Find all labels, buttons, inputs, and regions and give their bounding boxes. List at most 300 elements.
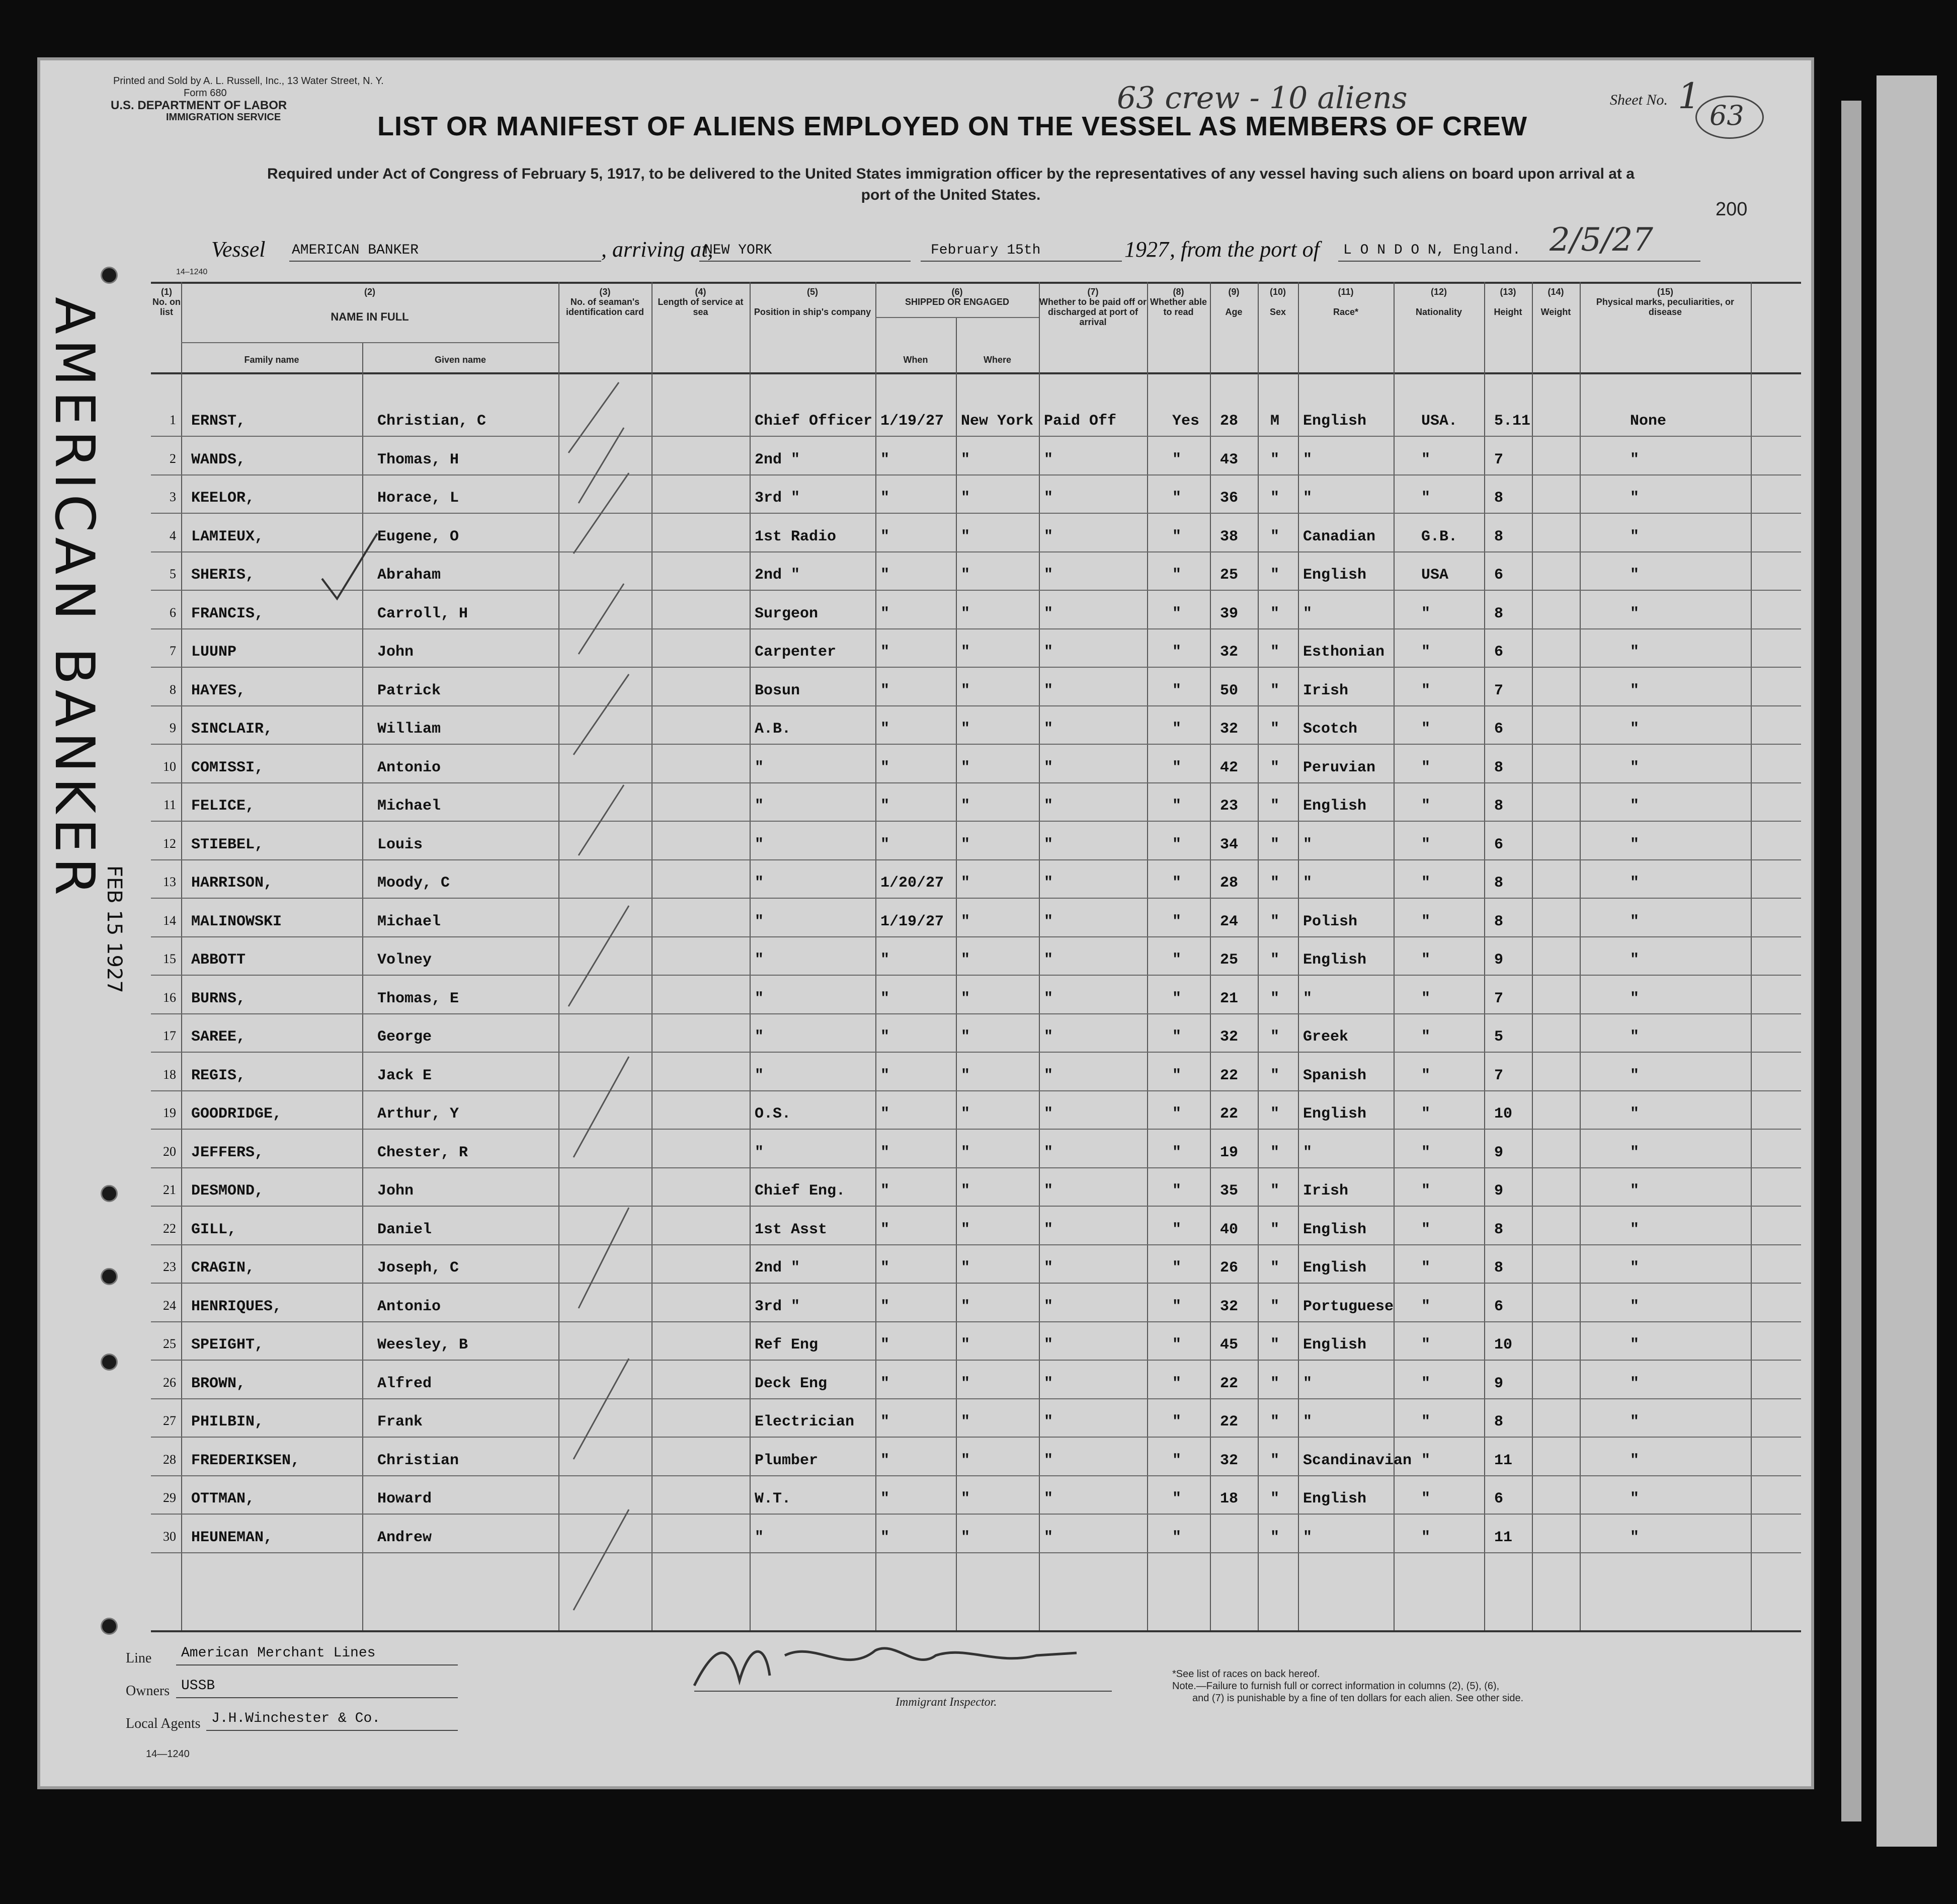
height: 6 bbox=[1494, 567, 1504, 584]
shipped-when: " bbox=[880, 1259, 890, 1277]
age: 50 bbox=[1220, 682, 1239, 699]
nationality: " bbox=[1421, 1067, 1431, 1084]
age: 40 bbox=[1220, 1221, 1239, 1238]
side-stamp-date: FEB 15 1927 bbox=[103, 865, 126, 993]
nationality: " bbox=[1421, 1298, 1431, 1315]
paid-off: " bbox=[1044, 1105, 1053, 1123]
paid-off: " bbox=[1044, 1028, 1053, 1046]
row-number: 22 bbox=[163, 1221, 176, 1236]
row-number: 28 bbox=[163, 1452, 176, 1467]
sex: " bbox=[1270, 1105, 1280, 1123]
able-to-read: " bbox=[1172, 1375, 1182, 1392]
able-to-read: " bbox=[1172, 1105, 1182, 1123]
nationality: " bbox=[1421, 951, 1431, 969]
circled-number: 63 bbox=[1709, 100, 1744, 131]
col-divider bbox=[1210, 282, 1211, 1630]
age: 22 bbox=[1220, 1413, 1239, 1431]
height: 10 bbox=[1494, 1336, 1513, 1354]
manifest-sheet bbox=[40, 60, 1811, 1786]
physical-marks: " bbox=[1630, 528, 1640, 545]
shipped-when: " bbox=[880, 1490, 890, 1508]
position: 2nd " bbox=[755, 567, 800, 584]
shipped-where: " bbox=[961, 1144, 970, 1161]
height: 6 bbox=[1494, 721, 1504, 738]
position: Plumber bbox=[755, 1452, 819, 1469]
nationality: " bbox=[1421, 875, 1431, 892]
height: 9 bbox=[1494, 1144, 1504, 1161]
sex: " bbox=[1270, 451, 1280, 468]
family-name: MALINOWSKI bbox=[191, 913, 282, 930]
name-subheader-rule bbox=[181, 342, 558, 343]
row-rule bbox=[151, 1090, 1801, 1091]
number-200: 200 bbox=[1716, 199, 1748, 220]
shipped-when: " bbox=[880, 1529, 890, 1546]
age: 38 bbox=[1220, 528, 1239, 545]
row-rule bbox=[151, 1552, 1801, 1553]
family-name: STIEBEL, bbox=[191, 836, 264, 853]
row-number: 29 bbox=[163, 1490, 176, 1505]
race: English bbox=[1303, 413, 1367, 430]
shipped-where: " bbox=[961, 1336, 970, 1354]
paid-off: " bbox=[1044, 759, 1053, 776]
row-number: 1 bbox=[170, 413, 176, 427]
race: " bbox=[1303, 1375, 1313, 1392]
shipped-where: " bbox=[961, 798, 970, 815]
sex: " bbox=[1270, 798, 1280, 815]
position: W.T. bbox=[755, 1490, 791, 1508]
adjacent-page-edge bbox=[1877, 75, 1937, 1847]
physical-marks: " bbox=[1630, 1144, 1640, 1161]
handwritten-date: 2/5/27 bbox=[1550, 221, 1653, 259]
given-name: Daniel bbox=[377, 1221, 432, 1238]
height: 9 bbox=[1494, 1182, 1504, 1200]
age: 21 bbox=[1220, 990, 1239, 1007]
header-col15: (15) Physical marks, peculiarities, or disease bbox=[1596, 287, 1735, 317]
sex: " bbox=[1270, 1067, 1280, 1084]
nationality: " bbox=[1421, 1413, 1431, 1431]
footer-note-1: *See list of races on back hereof. bbox=[1172, 1669, 1320, 1680]
paid-off: " bbox=[1044, 644, 1053, 661]
able-to-read: " bbox=[1172, 875, 1182, 892]
given-name: Patrick bbox=[377, 682, 441, 699]
row-number: 18 bbox=[163, 1067, 176, 1082]
paid-off: " bbox=[1044, 1452, 1053, 1469]
paid-off: " bbox=[1044, 682, 1053, 699]
department: U.S. DEPARTMENT OF LABOR bbox=[111, 99, 287, 112]
form-number: Form 680 bbox=[184, 88, 227, 99]
paid-off: " bbox=[1044, 567, 1053, 584]
able-to-read: " bbox=[1172, 1028, 1182, 1046]
row-number: 23 bbox=[163, 1259, 176, 1274]
footer-note-3: and (7) is punishable by a fine of ten dollars for each alien. See other side. bbox=[1192, 1693, 1524, 1704]
physical-marks: " bbox=[1630, 1067, 1640, 1084]
height: 8 bbox=[1494, 1413, 1504, 1431]
table-top-rule bbox=[151, 282, 1801, 284]
page-title: LIST OR MANIFEST OF ALIENS EMPLOYED ON THE VESSEL AS MEMBERS OF CREW bbox=[377, 111, 1528, 141]
header-col10: (10) Sex bbox=[1269, 287, 1286, 317]
height: 7 bbox=[1494, 451, 1504, 468]
age: 25 bbox=[1220, 951, 1239, 969]
height: 8 bbox=[1494, 759, 1504, 776]
given-name: Eugene, O bbox=[377, 528, 459, 545]
family-name: JEFFERS, bbox=[191, 1144, 264, 1161]
able-to-read: " bbox=[1172, 836, 1182, 853]
row-rule bbox=[151, 1244, 1801, 1245]
age: 34 bbox=[1220, 836, 1239, 853]
sex: " bbox=[1270, 1413, 1280, 1431]
nationality: " bbox=[1421, 605, 1431, 622]
shipped-subheader-rule bbox=[875, 317, 1039, 318]
row-rule bbox=[151, 936, 1801, 937]
age: 42 bbox=[1220, 759, 1239, 776]
physical-marks: " bbox=[1630, 644, 1640, 661]
row-number: 11 bbox=[163, 798, 176, 812]
row-number: 10 bbox=[163, 759, 176, 774]
able-to-read: " bbox=[1172, 759, 1182, 776]
position: " bbox=[755, 798, 764, 815]
row-number: 17 bbox=[163, 1028, 176, 1043]
race: English bbox=[1303, 567, 1367, 584]
age: 22 bbox=[1220, 1375, 1239, 1392]
height: 6 bbox=[1494, 1490, 1504, 1508]
shipped-where: " bbox=[961, 759, 970, 776]
given-name: Howard bbox=[377, 1490, 432, 1508]
nationality: G.B. bbox=[1421, 528, 1458, 545]
shipped-where: " bbox=[961, 1182, 970, 1200]
given-name: Michael bbox=[377, 913, 441, 930]
position: 1st Radio bbox=[755, 528, 837, 545]
given-name: George bbox=[377, 1028, 432, 1046]
shipped-when: " bbox=[880, 682, 890, 699]
agents-value: J.H.Winchester & Co. bbox=[211, 1711, 381, 1726]
able-to-read: " bbox=[1172, 1221, 1182, 1238]
header-col12: (12) Nationality bbox=[1415, 287, 1462, 317]
shipped-when: " bbox=[880, 951, 890, 969]
paid-off: " bbox=[1044, 913, 1053, 930]
shipped-when: " bbox=[880, 1413, 890, 1431]
family-name: GOODRIDGE, bbox=[191, 1105, 282, 1123]
header-family-name: Family name bbox=[244, 355, 299, 365]
given-name: Christian bbox=[377, 1452, 459, 1469]
row-number: 16 bbox=[163, 990, 176, 1005]
paid-off: " bbox=[1044, 721, 1053, 738]
paid-off: " bbox=[1044, 1413, 1053, 1431]
header-col1: (1) No. on list bbox=[152, 287, 181, 317]
paid-off: Paid Off bbox=[1044, 413, 1117, 430]
header-where: Where bbox=[983, 355, 1011, 365]
shipped-where: " bbox=[961, 951, 970, 969]
form-code-top: 14–1240 bbox=[176, 268, 208, 276]
punch-hole bbox=[101, 1354, 118, 1371]
position: " bbox=[755, 913, 764, 930]
able-to-read: " bbox=[1172, 798, 1182, 815]
position: " bbox=[755, 990, 764, 1007]
position: Bosun bbox=[755, 682, 800, 699]
nationality: " bbox=[1421, 721, 1431, 738]
physical-marks: " bbox=[1630, 1452, 1640, 1469]
given-name: Antonio bbox=[377, 1298, 441, 1315]
age: 19 bbox=[1220, 1144, 1239, 1161]
age: 18 bbox=[1220, 1490, 1239, 1508]
able-to-read: " bbox=[1172, 1298, 1182, 1315]
physical-marks: " bbox=[1630, 1028, 1640, 1046]
physical-marks: " bbox=[1630, 798, 1640, 815]
family-name: SAREE, bbox=[191, 1028, 246, 1046]
col-divider bbox=[1484, 282, 1485, 1630]
agents-label: Local Agents bbox=[126, 1716, 201, 1731]
shipped-where: " bbox=[961, 1375, 970, 1392]
handwritten-crew-count: 63 crew - 10 aliens bbox=[1117, 81, 1408, 116]
given-name: William bbox=[377, 721, 441, 738]
printer-line: Printed and Sold by A. L. Russell, Inc., 13 Water Street, N. Y. bbox=[113, 75, 384, 87]
row-number: 4 bbox=[170, 528, 176, 543]
position: Chief Officer bbox=[755, 413, 873, 430]
race: English bbox=[1303, 1105, 1367, 1123]
row-rule bbox=[151, 436, 1801, 437]
race: English bbox=[1303, 798, 1367, 815]
race: English bbox=[1303, 1221, 1367, 1238]
shipped-when: " bbox=[880, 567, 890, 584]
given-name: Abraham bbox=[377, 567, 441, 584]
shipped-when: " bbox=[880, 1182, 890, 1200]
given-name: Antonio bbox=[377, 759, 441, 776]
able-to-read: " bbox=[1172, 990, 1182, 1007]
shipped-where: " bbox=[961, 836, 970, 853]
age: 22 bbox=[1220, 1067, 1239, 1084]
nationality: " bbox=[1421, 490, 1431, 507]
shipped-when: " bbox=[880, 1375, 890, 1392]
paid-off: " bbox=[1044, 836, 1053, 853]
inspector-signature-line bbox=[694, 1691, 1112, 1692]
able-to-read: " bbox=[1172, 1529, 1182, 1546]
height: 8 bbox=[1494, 798, 1504, 815]
row-rule bbox=[151, 1129, 1801, 1130]
shipped-when: " bbox=[880, 1028, 890, 1046]
sheet-number: 1 bbox=[1678, 75, 1700, 117]
col-divider bbox=[875, 282, 876, 1630]
row-rule bbox=[151, 744, 1801, 745]
id-card-checkmarks bbox=[558, 372, 651, 1630]
sex: " bbox=[1270, 875, 1280, 892]
sex: " bbox=[1270, 990, 1280, 1007]
age: 32 bbox=[1220, 644, 1239, 661]
physical-marks: " bbox=[1630, 990, 1640, 1007]
nationality: " bbox=[1421, 1028, 1431, 1046]
side-stamp-vessel-name: AMERICAN BANKER bbox=[43, 297, 106, 901]
physical-marks: None bbox=[1630, 413, 1667, 430]
col-divider bbox=[651, 282, 653, 1630]
row-number: 7 bbox=[170, 644, 176, 658]
position: 1st Asst bbox=[755, 1221, 828, 1238]
header-bottom-rule bbox=[151, 372, 1801, 374]
row-rule bbox=[151, 1052, 1801, 1053]
sex: " bbox=[1270, 644, 1280, 661]
row-number: 8 bbox=[170, 682, 176, 697]
row-rule bbox=[151, 551, 1801, 552]
row-number: 5 bbox=[170, 567, 176, 581]
shipped-where: " bbox=[961, 1298, 970, 1315]
shipped-when: " bbox=[880, 759, 890, 776]
family-name: ABBOTT bbox=[191, 951, 246, 969]
given-name: Chester, R bbox=[377, 1144, 468, 1161]
family-name: ERNST, bbox=[191, 413, 246, 430]
age: 39 bbox=[1220, 605, 1239, 622]
shipped-when: " bbox=[880, 490, 890, 507]
shipped-where: " bbox=[961, 605, 970, 622]
race: Spanish bbox=[1303, 1067, 1367, 1084]
nationality: " bbox=[1421, 644, 1431, 661]
race: " bbox=[1303, 1144, 1313, 1161]
race: Scandinavian bbox=[1303, 1452, 1412, 1469]
physical-marks: " bbox=[1630, 1182, 1640, 1200]
able-to-read: " bbox=[1172, 528, 1182, 545]
given-name: Frank bbox=[377, 1413, 423, 1431]
sex: " bbox=[1270, 1529, 1280, 1546]
from-port-underline bbox=[1338, 261, 1700, 262]
race: " bbox=[1303, 451, 1313, 468]
sex: " bbox=[1270, 1336, 1280, 1354]
physical-marks: " bbox=[1630, 1490, 1640, 1508]
position: " bbox=[755, 836, 764, 853]
physical-marks: " bbox=[1630, 913, 1640, 930]
able-to-read: " bbox=[1172, 1452, 1182, 1469]
owners-underline bbox=[176, 1697, 458, 1698]
position: Surgeon bbox=[755, 605, 819, 622]
shipped-when: " bbox=[880, 1144, 890, 1161]
height: 9 bbox=[1494, 951, 1504, 969]
row-rule bbox=[151, 1206, 1801, 1207]
row-rule bbox=[151, 859, 1801, 860]
sex: " bbox=[1270, 836, 1280, 853]
requirement-line-1: Required under Act of Congress of February 5, 1917, to be delivered to the United States immigration officer by the representatives of any vessel having such aliens on board upon arrival at a bbox=[267, 166, 1635, 182]
sheet-label: Sheet No. bbox=[1610, 92, 1668, 108]
position: 2nd " bbox=[755, 451, 800, 468]
nationality: " bbox=[1421, 1144, 1431, 1161]
nationality: " bbox=[1421, 451, 1431, 468]
punch-hole bbox=[101, 1268, 118, 1285]
shipped-where: " bbox=[961, 1028, 970, 1046]
age: 32 bbox=[1220, 721, 1239, 738]
able-to-read: " bbox=[1172, 913, 1182, 930]
age: 23 bbox=[1220, 798, 1239, 815]
given-name: John bbox=[377, 1182, 414, 1200]
nationality: " bbox=[1421, 913, 1431, 930]
inspector-label: Immigrant Inspector. bbox=[895, 1696, 997, 1709]
able-to-read: " bbox=[1172, 567, 1182, 584]
paid-off: " bbox=[1044, 1298, 1053, 1315]
nationality: " bbox=[1421, 798, 1431, 815]
shipped-where: " bbox=[961, 528, 970, 545]
height: 10 bbox=[1494, 1105, 1513, 1123]
col-divider bbox=[750, 282, 751, 1630]
shipped-where: " bbox=[961, 721, 970, 738]
family-name: SPEIGHT, bbox=[191, 1336, 264, 1354]
physical-marks: " bbox=[1630, 567, 1640, 584]
race: " bbox=[1303, 990, 1313, 1007]
shipped-where: " bbox=[961, 1529, 970, 1546]
sex: " bbox=[1270, 913, 1280, 930]
shipped-where: " bbox=[961, 990, 970, 1007]
age: 28 bbox=[1220, 413, 1239, 430]
able-to-read: " bbox=[1172, 721, 1182, 738]
col-divider bbox=[956, 317, 957, 1630]
row-number: 24 bbox=[163, 1298, 176, 1313]
col-divider bbox=[1751, 282, 1752, 1630]
shipped-when: " bbox=[880, 990, 890, 1007]
physical-marks: " bbox=[1630, 1259, 1640, 1277]
race: Polish bbox=[1303, 913, 1358, 930]
sex: " bbox=[1270, 1298, 1280, 1315]
date-underline bbox=[921, 261, 1122, 262]
footer-note-2: Note.—Failure to furnish full or correct information in columns (2), (5), (6), bbox=[1172, 1681, 1500, 1692]
paid-off: " bbox=[1044, 1182, 1053, 1200]
family-name: FELICE, bbox=[191, 798, 255, 815]
given-name: Horace, L bbox=[377, 490, 459, 507]
row-rule bbox=[151, 1283, 1801, 1284]
physical-marks: " bbox=[1630, 682, 1640, 699]
paid-off: " bbox=[1044, 990, 1053, 1007]
height: 6 bbox=[1494, 1298, 1504, 1315]
header-col14: (14) Weight bbox=[1540, 287, 1571, 317]
race: English bbox=[1303, 1490, 1367, 1508]
height: 11 bbox=[1494, 1452, 1513, 1469]
nationality: " bbox=[1421, 1105, 1431, 1123]
family-name: LAMIEUX, bbox=[191, 528, 264, 545]
age: 32 bbox=[1220, 1452, 1239, 1469]
footer-form-code: 14—1240 bbox=[146, 1749, 190, 1760]
punch-hole bbox=[101, 1618, 118, 1635]
position: " bbox=[755, 759, 764, 776]
row-rule bbox=[151, 513, 1801, 514]
col-divider bbox=[1532, 282, 1533, 1630]
family-name: CRAGIN, bbox=[191, 1259, 255, 1277]
row-rule bbox=[151, 1167, 1801, 1168]
physical-marks: " bbox=[1630, 451, 1640, 468]
shipped-when: " bbox=[880, 798, 890, 815]
sex: " bbox=[1270, 1490, 1280, 1508]
race: Portuguese bbox=[1303, 1298, 1394, 1315]
row-number: 25 bbox=[163, 1336, 176, 1351]
age: 43 bbox=[1220, 451, 1239, 468]
able-to-read: " bbox=[1172, 1144, 1182, 1161]
physical-marks: " bbox=[1630, 1413, 1640, 1431]
paid-off: " bbox=[1044, 1529, 1053, 1546]
row-rule bbox=[151, 1437, 1801, 1438]
shipped-where: " bbox=[961, 1452, 970, 1469]
height: 8 bbox=[1494, 1221, 1504, 1238]
able-to-read: " bbox=[1172, 951, 1182, 969]
height: 8 bbox=[1494, 490, 1504, 507]
sex: " bbox=[1270, 1182, 1280, 1200]
header-col2-num: (2) bbox=[364, 287, 375, 297]
height: 6 bbox=[1494, 644, 1504, 661]
able-to-read: Yes bbox=[1172, 413, 1200, 430]
age: 28 bbox=[1220, 875, 1239, 892]
row-rule bbox=[151, 1360, 1801, 1361]
header-col9: (9) Age bbox=[1225, 287, 1243, 317]
age: 25 bbox=[1220, 567, 1239, 584]
shipped-where: " bbox=[961, 451, 970, 468]
physical-marks: " bbox=[1630, 1298, 1640, 1315]
sex: " bbox=[1270, 1259, 1280, 1277]
physical-marks: " bbox=[1630, 951, 1640, 969]
able-to-read: " bbox=[1172, 682, 1182, 699]
sex: " bbox=[1270, 759, 1280, 776]
given-name: Carroll, H bbox=[377, 605, 468, 622]
family-name: COMISSI, bbox=[191, 759, 264, 776]
able-to-read: " bbox=[1172, 644, 1182, 661]
paid-off: " bbox=[1044, 951, 1053, 969]
